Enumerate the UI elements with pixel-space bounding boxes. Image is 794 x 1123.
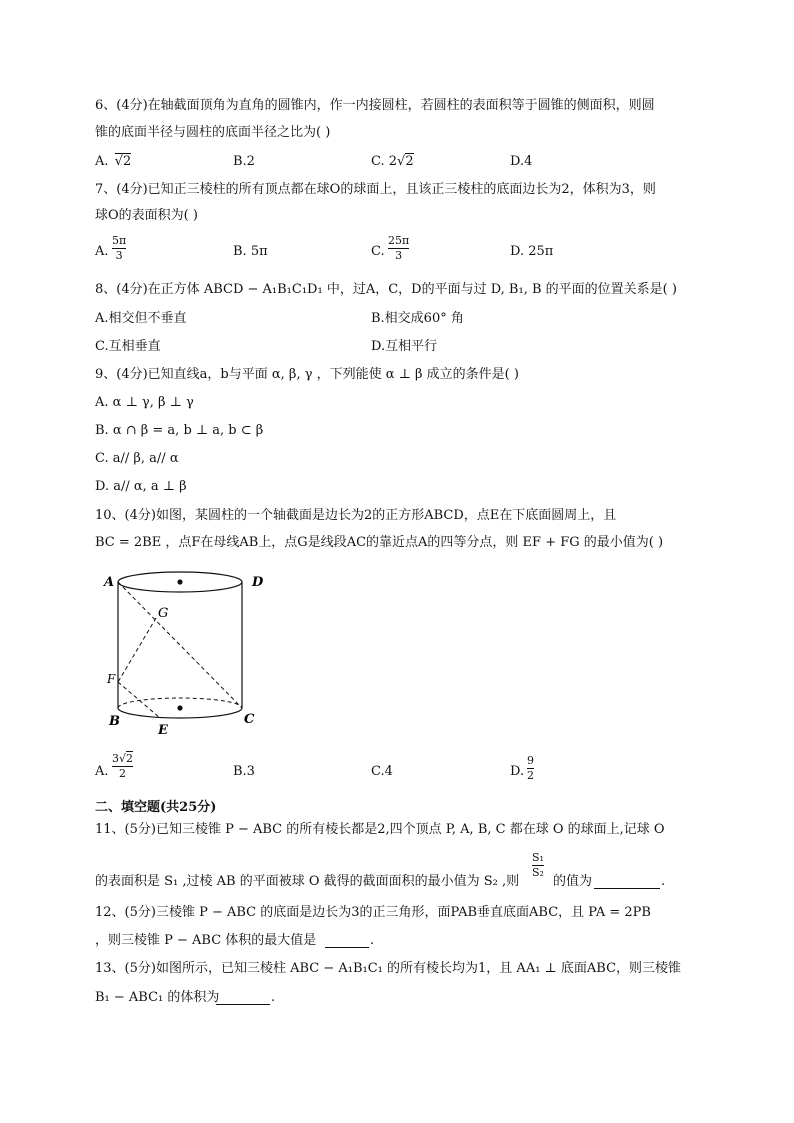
- q10-option-a-fraction: 3√2 2: [112, 752, 134, 780]
- section-title: 二、填空题(共25分): [95, 800, 217, 815]
- cylinder-figure: [100, 568, 270, 738]
- q8-line1: 8、(4分)在正方体 ABCD − A₁B₁C₁D₁ 中，过A，C，D的平面与过 D, B₁, B 的平面的位置关系是( ): [95, 282, 677, 297]
- q11-fraction: S₁ S₂: [532, 851, 544, 879]
- q13-answer-blank[interactable]: [216, 990, 270, 1005]
- q6-option-a: A. √2: [95, 154, 132, 169]
- q7-option-d: D. 25π: [510, 244, 554, 259]
- q7-line2: 球O的表面积为( ): [95, 208, 198, 223]
- q10-option-d-label: D.: [510, 764, 525, 779]
- q10-option-a-label: A.: [95, 764, 109, 779]
- figure-label-e: E: [158, 723, 168, 738]
- q7-option-c-fraction: 25π 3: [388, 234, 410, 262]
- q8-option-d: D.互相平行: [371, 339, 438, 354]
- q12-line2: ，则三棱锥 P − ABC 体积的最大值是: [95, 933, 317, 948]
- q9-line1: 9、(4分)已知直线a，b与平面 α, β, γ ，下列能使 α ⊥ β 成立的条件是( ): [95, 367, 519, 382]
- q7-option-a-fraction: 5π 3: [112, 234, 127, 262]
- q11-period: .: [661, 874, 666, 889]
- q10-line1: 10、(4分)如图，某圆柱的一个轴截面是边长为2的正方形ABCD，点E在下底面圆周上，且: [95, 508, 617, 523]
- q13-line2: B₁ − ABC₁ 的体积为: [95, 990, 220, 1005]
- q6-option-c: C. 2√2: [371, 154, 414, 169]
- q7-option-c-label: C.: [371, 244, 385, 259]
- figure-label-b: B: [109, 714, 120, 729]
- q9-option-d: D. a// α, a ⊥ β: [95, 479, 187, 494]
- figure-label-c: C: [244, 712, 255, 727]
- figure-label-a: A: [104, 575, 115, 590]
- q12-period: .: [370, 933, 375, 948]
- q11-answer-blank[interactable]: [594, 874, 660, 889]
- q10-option-b: B.3: [233, 764, 255, 779]
- q8-option-c: C.互相垂直: [95, 339, 161, 354]
- q6-line1: 6、(4分)在轴截面顶角为直角的圆锥内，作一内接圆柱，若圆柱的表面积等于圆锥的侧面积，则圆: [95, 98, 655, 113]
- q6-line2: 锥的底面半径与圆柱的底面半径之比为( ): [95, 125, 331, 140]
- q10-line2: BC = 2BE ，点F在母线AB上，点G是线段AC的靠近点A的四等分点，则 EF + FG 的最小值为( ): [95, 535, 664, 550]
- q9-option-c: C. a// β, a// α: [95, 451, 179, 466]
- q12-line1: 12、(5分)三棱锥 P − ABC 的底面是边长为3的正三角形，面PAB垂直底面ABC，且 PA = 2PB: [95, 905, 651, 920]
- q10-option-c: C.4: [371, 764, 393, 779]
- q6-option-a-value: 2: [122, 154, 132, 169]
- q8-option-b: B.相交成60° 角: [371, 311, 464, 326]
- q8-option-a: A.相交但不垂直: [95, 311, 187, 326]
- q11-line2-end: 的值为: [553, 874, 593, 889]
- q12-answer-blank[interactable]: [325, 933, 369, 948]
- q10-option-d-fraction: 9 2: [527, 754, 534, 782]
- figure-label-f: F: [107, 672, 116, 686]
- q6-option-b: B.2: [233, 154, 255, 169]
- q7-option-a-label: A.: [95, 244, 109, 259]
- q13-line1: 13、(5分)如图所示，已知三棱柱 ABC − A₁B₁C₁ 的所有棱长均为1，且 AA₁ ⊥ 底面ABC，则三棱锥: [95, 961, 682, 976]
- q13-period: .: [271, 990, 276, 1005]
- q9-option-a: A. α ⊥ γ, β ⊥ γ: [95, 395, 194, 410]
- q9-option-b: B. α ∩ β = a, b ⊥ a, b ⊂ β: [95, 423, 264, 438]
- q11-line2: 的表面积是 S₁ ,过棱 AB 的平面被球 O 截得的截面面积的最小值为 S₂ ,则: [95, 874, 520, 889]
- figure-label-g: G: [158, 606, 169, 621]
- q7-line1: 7、(4分)已知正三棱柱的所有顶点都在球O的球面上，且该正三棱柱的底面边长为2，体积为3，则: [95, 182, 656, 197]
- q7-option-b: B. 5π: [233, 244, 268, 259]
- figure-label-d: D: [252, 575, 264, 590]
- q6-option-d: D.4: [510, 154, 533, 169]
- q11-line1: 11、(5分)已知三棱锥 P − ABC 的所有棱长都是2,四个顶点 P, A, B, C 都在球 O 的球面上,记球 O: [95, 822, 665, 837]
